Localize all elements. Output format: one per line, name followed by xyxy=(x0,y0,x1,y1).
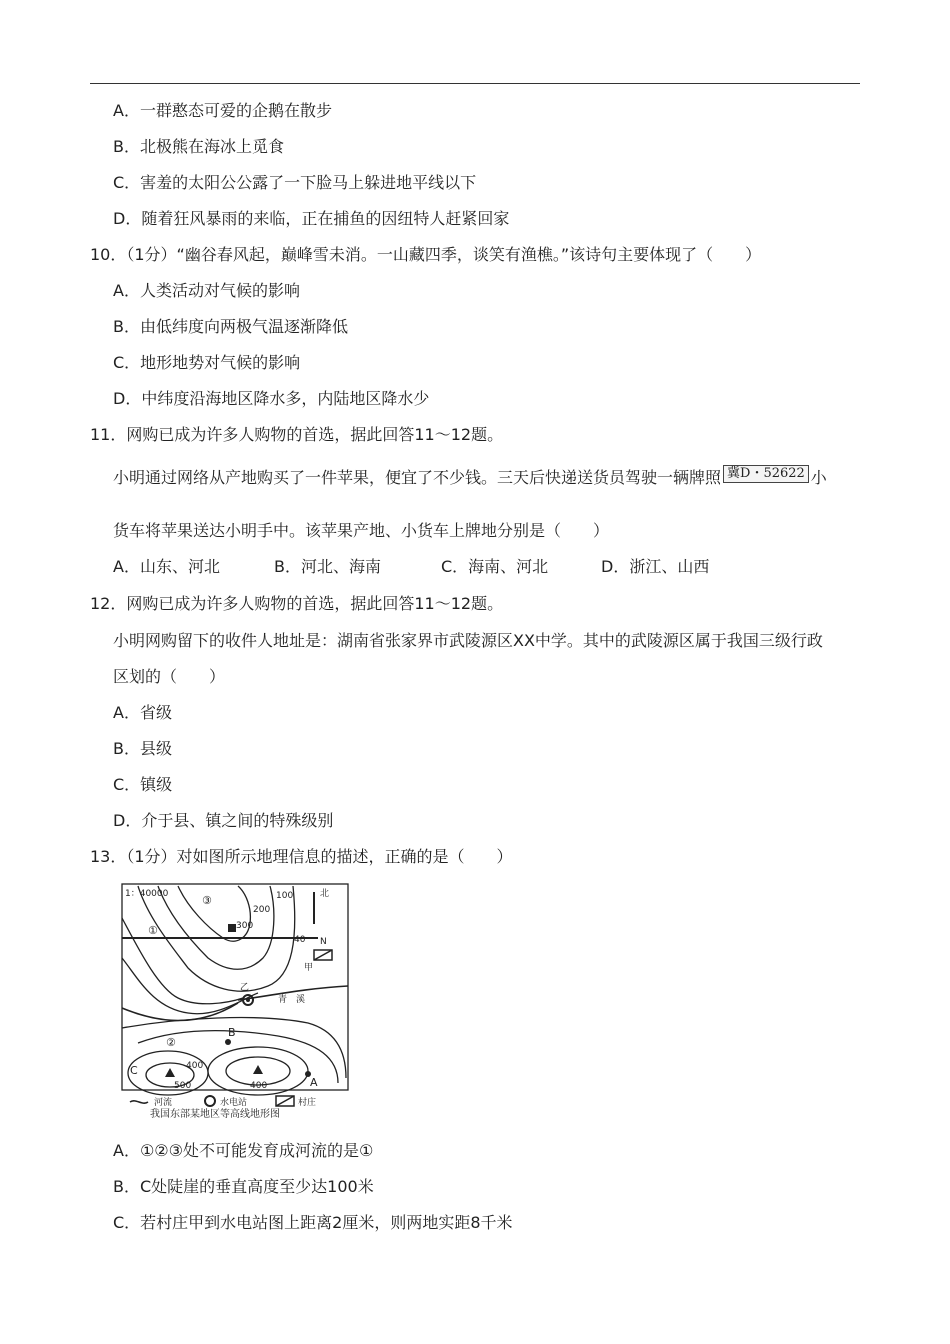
point-a-label: A xyxy=(310,1076,318,1089)
q11-text-line2: 货车将苹果送达小明手中。该苹果产地、小货车上牌地分别是（ ） xyxy=(113,521,610,540)
q13-option-a: A．①②③处不可能发育成河流的是① xyxy=(113,1141,374,1160)
map-north-label: 北 xyxy=(320,889,330,899)
peak-symbol xyxy=(253,1065,263,1074)
q12-text-line2: 区划的（ ） xyxy=(113,667,226,686)
point-1-label: ① xyxy=(148,924,158,937)
contour-label: 500 xyxy=(174,1081,192,1091)
q9-option-a: A．一群憨态可爱的企鹅在散步 xyxy=(113,101,332,120)
q10-option-d: D．中纬度沿海地区降水多，内陆地区降水少 xyxy=(113,389,430,408)
point-b-label: B xyxy=(228,1026,236,1039)
legend-village-label: 村庄 xyxy=(298,1098,317,1108)
q11-text-line1 xyxy=(113,465,827,488)
village-yi-label: 乙 xyxy=(240,983,250,993)
legend-river-label: 河流 xyxy=(154,1098,173,1108)
header-rule xyxy=(90,83,860,84)
map-north-n-label: N xyxy=(320,937,327,947)
q12-option-b: B．县级 xyxy=(113,739,172,758)
village-jia-label: 甲 xyxy=(304,963,314,973)
q11-option-c: C．海南、河北 xyxy=(441,557,549,576)
q12-stem: 12．网购已成为许多人购物的首选，据此回答11～12题。 xyxy=(90,594,504,613)
point-3-label: ③ xyxy=(202,894,212,907)
peak-symbol xyxy=(165,1068,175,1077)
map-scale-label: 1：40000 xyxy=(125,889,169,899)
q12-text-line1: 小明网购留下的收件人地址是：湖南省张家界市武陵源区XX中学。其中的武陵源区属于我国三级行政 xyxy=(113,631,823,650)
q11-text-a: 小明通过网络从产地购买了一件苹果，便宜了不少钱。三天后快递送货员驾驶一辆牌照 xyxy=(113,468,722,487)
q10-stem: 10．（1分）“幽谷春风起，巅峰雪未消。一山藏四季，谈笑有渔樵。”该诗句主要体现了（ ） xyxy=(90,245,762,264)
license-plate-image: 冀D・52622 xyxy=(723,465,809,483)
point-c-label: C xyxy=(130,1064,138,1077)
contour-label: 300 xyxy=(236,921,254,931)
q13-option-c: C．若村庄甲到水电站图上距离2厘米，则两地实距8千米 xyxy=(113,1213,513,1232)
point-b-marker xyxy=(225,1039,231,1045)
q11-option-b: B．河北、海南 xyxy=(274,557,381,576)
contour-label: 100 xyxy=(276,891,294,901)
map-village-marker xyxy=(228,924,236,932)
contour-line xyxy=(178,886,250,941)
q11-option-a: A．山东、河北 xyxy=(113,557,220,576)
q12-option-c: C．镇级 xyxy=(113,775,173,794)
contour-label: 40 xyxy=(294,935,306,945)
q9-option-c: C．害羞的太阳公公露了一下脸马上躲进地平线以下 xyxy=(113,173,477,192)
map-caption: 我国东部某地区等高线地形图 xyxy=(150,1109,280,1118)
q12-option-d: D．介于县、镇之间的特殊级别 xyxy=(113,811,334,830)
point-2-label: ② xyxy=(166,1036,176,1049)
contour-label: 400 xyxy=(250,1081,268,1091)
q9-option-d: D．随着狂风暴雨的来临，正在捕鱼的因纽特人赶紧回家 xyxy=(113,209,510,228)
contour-label: 200 xyxy=(253,905,271,915)
q11-option-d: D．浙江、山西 xyxy=(601,557,710,576)
river-name-label: 青 溪 xyxy=(278,995,306,1005)
q9-option-b: B．北极熊在海冰上觅食 xyxy=(113,137,284,156)
legend-river-symbol xyxy=(130,1101,148,1103)
q13-stem: 13．（1分）对如图所示地理信息的描述，正确的是（ ） xyxy=(90,847,513,866)
q12-option-a: A．省级 xyxy=(113,703,172,722)
legend-hydro-label: 水电站 xyxy=(220,1098,248,1108)
contour-line xyxy=(158,886,274,969)
q11-stem: 11．网购已成为许多人购物的首选，据此回答11～12题。 xyxy=(90,425,504,444)
q11-text-b: 小 xyxy=(810,468,827,487)
q10-option-a: A．人类活动对气候的影响 xyxy=(113,281,300,300)
contour-map-figure xyxy=(118,878,364,1118)
legend-hydro-symbol xyxy=(205,1096,215,1106)
contour-line xyxy=(122,958,258,1014)
q10-option-b: B．由低纬度向两极气温逐渐降低 xyxy=(113,317,348,336)
contour-label: 400 xyxy=(186,1061,204,1071)
q10-option-c: C．地形地势对气候的影响 xyxy=(113,353,301,372)
q13-option-b: B．C处陡崖的垂直高度至少达100米 xyxy=(113,1177,374,1196)
